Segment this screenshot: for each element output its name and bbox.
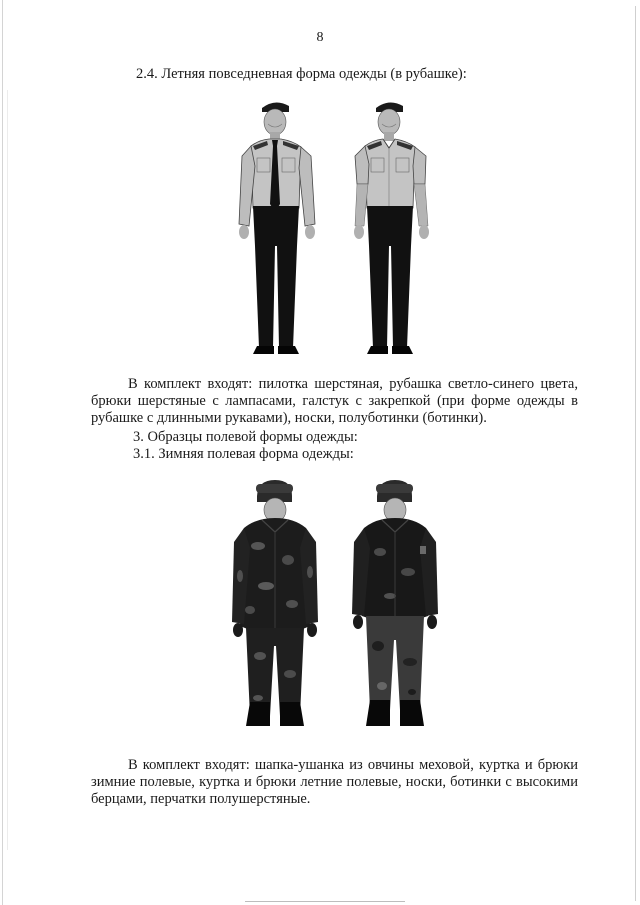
scan-edge-right — [635, 6, 636, 901]
summer-uniform-figure-with-tie — [237, 96, 319, 358]
field-uniform-heading: 3. Образцы полевой формы одежды: — [133, 429, 358, 445]
winter-field-uniform-description: В комплект входят: шапка-ушанка из овчины меховой, куртка и брюки зимние полевые, куртка и брюки летние полевые, носки, ботинки с высокими берцами, перчатки полушерстяные. — [91, 757, 578, 807]
winter-field-uniform-figure-2 — [350, 476, 440, 732]
winter-field-uniform-subheading: 3.1. Зимняя полевая форма одежды: — [133, 446, 354, 462]
scan-edge-left — [2, 0, 3, 905]
summer-uniform-heading: 2.4. Летняя повседневная форма одежды (в рубашке): — [136, 66, 467, 82]
page-number: 8 — [316, 30, 324, 45]
summer-uniform-figure-short-sleeve — [351, 96, 433, 358]
scan-edge-bottom — [245, 901, 405, 902]
scan-edge-left-inner — [7, 90, 8, 850]
summer-uniform-description: В комплект входят: пилотка шерстяная, рубашка светло-синего цвета, брюки шерстяные с лампасами, галстук с закрепкой (при форме одежды в рубашке с длинными рукавами), носки, полуботинки (ботинки). — [91, 376, 578, 426]
winter-field-uniform-figure-1 — [230, 476, 320, 732]
